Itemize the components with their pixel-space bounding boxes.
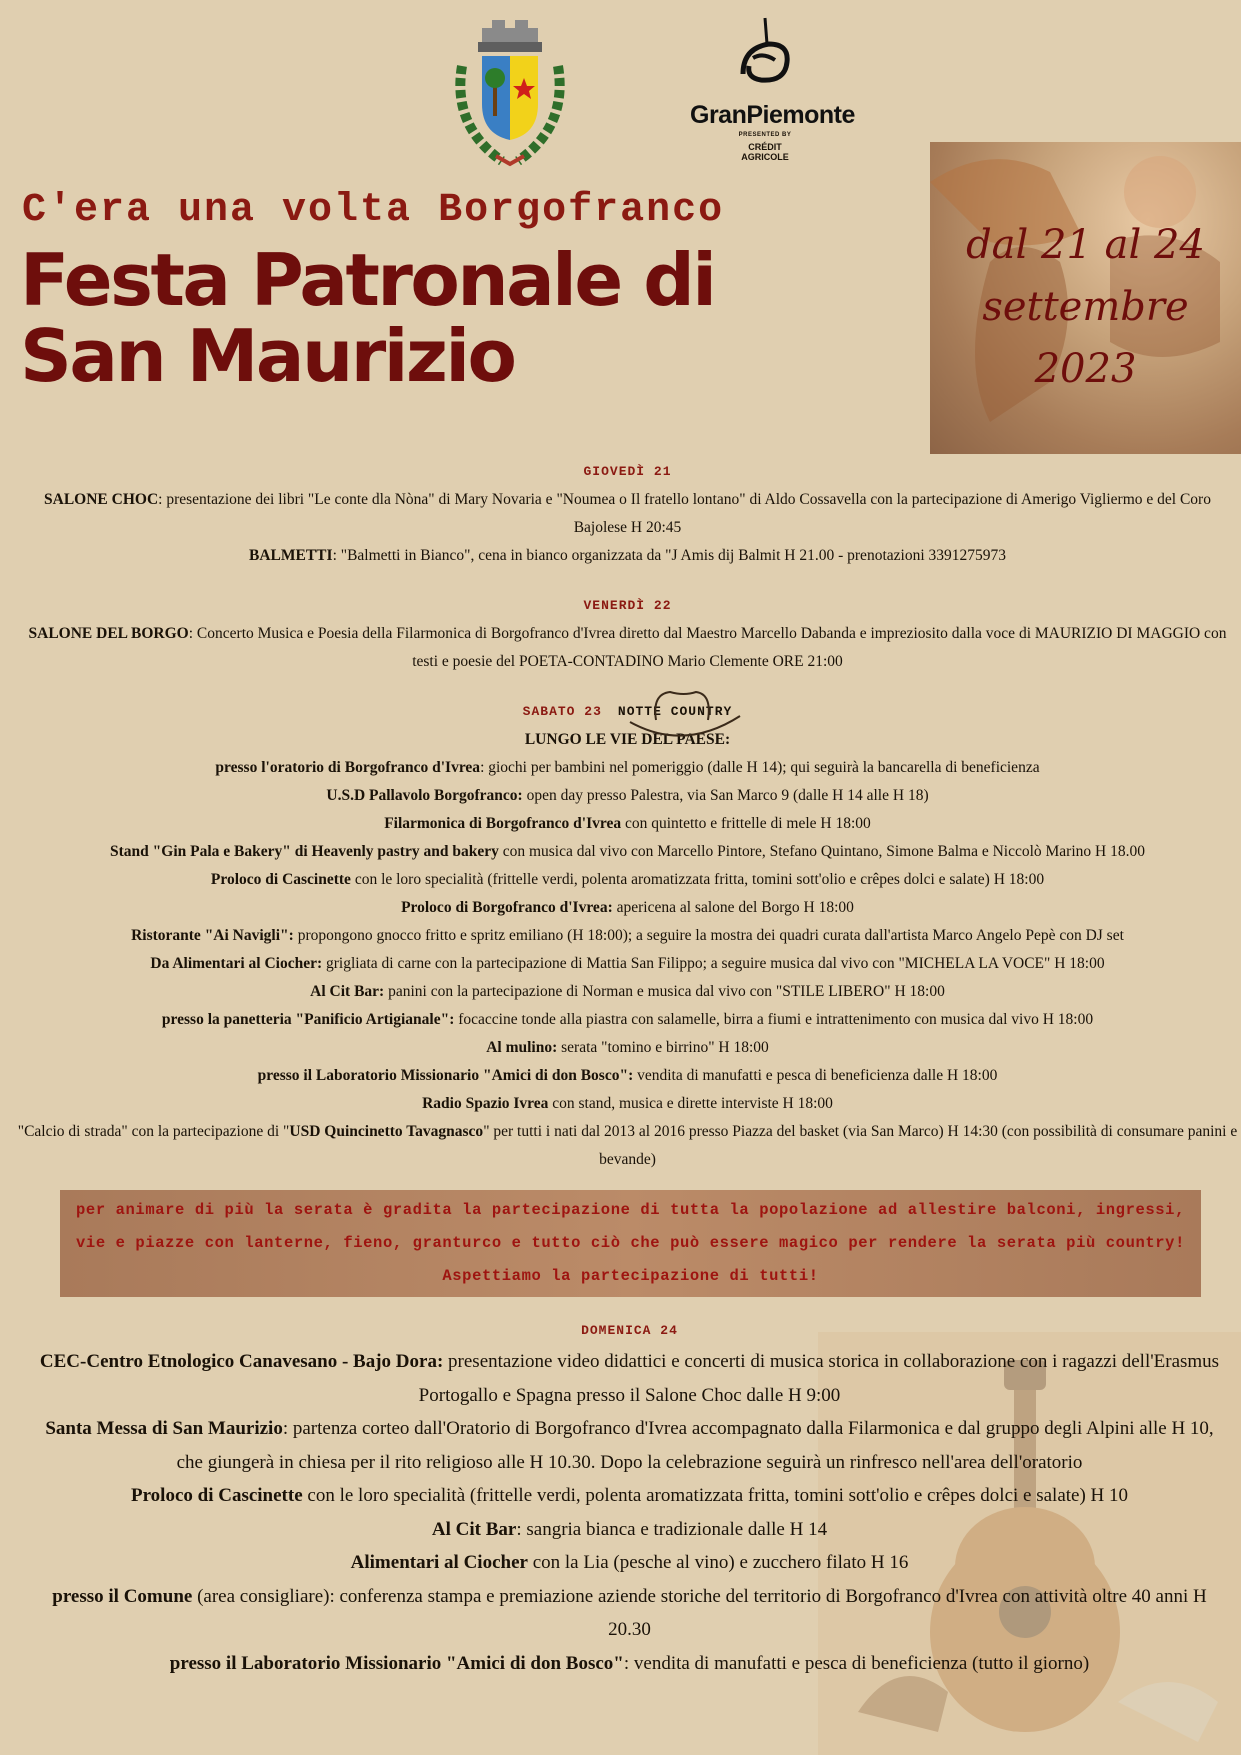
granpiemonte-emblem-icon [725,14,805,94]
programme [14,458,1241,1680]
event-details: con stand, musica e dirette interviste H 18:00 [548,1095,833,1112]
cowboy-hat-icon [626,688,744,740]
event-details: propongono gnocco fritto e spritz emiliano (H 18:00); a seguire la mostra dei quadri curata dall'artista Marco Angelo Pepè con DJ set [293,927,1124,944]
event-details: focaccine tonde alla piastra con salamelle, birra a fiumi e intrattenimento con musica dal vivo H 18:00 [454,1011,1094,1028]
event-venue: Ristorante "Ai Navigli": [131,927,294,944]
event-details: : "Balmetti in Bianco", cena in bianco organizzata da "J Amis dij Balmit H 21.00 - prenotazioni 3391275973 [332,547,1006,564]
saturday-heading-row [14,698,1241,726]
event-details: presentazione video didattici e concerti di musica storica in collaborazione con i ragazzi dell'Erasmus Portogallo e Spagna presso il Salone Choc dalle H 9:00 [418,1351,1220,1406]
event-details: : giochi per bambini nel pomeriggio (dalle H 14); qui seguirà la bancarella di beneficienza [480,759,1040,776]
date-range: dal 21 al 24 [966,222,1205,268]
event-venue: Alimentari al Ciocher [350,1552,528,1573]
event-venue: presso la panetteria "Panificio Artigianale": [161,1011,455,1028]
event-details: : vendita di manufatti e pesca di beneficienza (tutto il giorno) [623,1652,1090,1674]
event-item [30,1546,1229,1580]
day-heading: SABATO 23 [522,704,602,719]
event-venue: presso il Comune [52,1585,193,1607]
event-dates [930,214,1241,400]
event-venue: Da Alimentari al Ciocher: [150,955,323,972]
poster-title [20,238,900,398]
event-venue: presso il Laboratorio Missionario "Amici di don Bosco" [169,1652,624,1674]
date-month: settembre [982,284,1189,330]
event-item [14,838,1241,866]
country-invitation-note: per animare di più la serata è gradita la partecipazione di tutta la popolazione ad allestire balconi, ingressi, vie e piazze con lanterne, fieno, granturco e tutto ciò che può essere magico per rendere la serata più country! Aspettiamo la partecipazione di tutti! [60,1190,1201,1297]
event-venue: SALONE CHOC [44,491,159,508]
event-item [14,978,1241,1006]
event-item [30,1513,1229,1547]
event-item-calcio: "Calcio di strada" con la partecipazione di "USD Quincinetto Tavagnasco" per tutti i nati dal 2013 al 2016 presso Piazza del basket (via San Marco) H 14:30 (con possibilità di consumare panini e bevande) [17,1123,1238,1168]
event-item [14,950,1241,978]
brand-sponsor-line1: CRÉDIT [748,142,782,152]
event-details: con le loro specialità (frittelle verdi, polenta aromatizzata fritta, tomini sott'olio e crêpes dolci e salate) H 10 [302,1485,1129,1506]
event-venue: presso l'oratorio di Borgofranco d'Ivrea [215,759,481,776]
event-item [14,1006,1241,1034]
poster-subtitle: C'era una volta Borgofranco [22,188,725,233]
day-heading: VENERDÌ 22 [583,598,672,613]
date-year: 2023 [1034,346,1137,392]
brand-presented-by: PRESENTED BY [738,132,792,138]
event-item [14,542,1241,570]
event-venue: Proloco di Cascinette [130,1485,303,1506]
event-venue: SALONE DEL BORGO [28,625,189,642]
event-item [14,782,1241,810]
event-venue: BALMETTI [249,547,333,564]
event-item [14,866,1241,894]
event-details: open day presso Palestra, via San Marco 9 (dalle H 14 alle H 18) [522,787,929,804]
day-section-thursday [14,458,1241,570]
event-venue: Stand "Gin Pala e Bakery" di Heavenly pastry and bakery [110,843,499,860]
municipal-crest-icon [448,16,572,174]
event-venue: Proloco di Cascinette [210,871,351,888]
saturday-subheading: LUNGO LE VIE DEL PAESE: [524,731,731,748]
event-item [14,620,1241,676]
event-details: (area consigliare): conferenza stampa e premiazione aziende storiche del territorio di Borgofranco d'Ivrea con attività oltre 40 anni H 20.30 [192,1585,1207,1640]
day-heading: GIOVEDÌ 21 [583,464,672,479]
event-details: : sangria bianca e tradizionale dalle H 14 [516,1518,828,1540]
theme-label: NOTTE COUNTRY [617,704,733,719]
day-heading: DOMENICA 24 [581,1323,678,1338]
event-item [14,1034,1241,1062]
event-item [14,810,1241,838]
event-venue: Filarmonica di Borgofranco d'Ivrea [384,815,622,832]
event-details: serata "tomino e birrino" H 18:00 [557,1039,769,1056]
event-details: con musica dal vivo con Marcello Pintore, Stefano Quintano, Simone Balma e Niccolò Marino H 18.00 [498,843,1145,860]
event-venue: Al Cit Bar [431,1518,517,1540]
event-details: vendita di manufatti e pesca di beneficienza dalle H 18:00 [633,1067,998,1084]
event-item [30,1412,1229,1479]
event-item [30,1647,1229,1681]
event-item [14,1090,1241,1118]
event-item [14,754,1241,782]
event-venue: Proloco di Borgofranco d'Ivrea: [401,899,613,916]
brand-sponsor [690,142,840,162]
event-details: : presentazione dei libri "Le conte dla Nòna" di Mary Novaria e "Noumea o Il fratello lontano" di Aldo Cossavella con la partecipazione di Amerigo Vigliermo e del Coro Bajolese H 20:45 [158,491,1211,536]
event-item [30,1580,1229,1647]
event-item [14,486,1241,542]
granpiemonte-logo [690,14,855,174]
event-details: con le loro specialità (frittelle verdi, polenta aromatizzata fritta, tomini sott'olio e crêpes dolci e salate) H 18:00 [350,871,1045,888]
event-item [14,922,1241,950]
brand-sponsor-line2: AGRICOLE [741,152,789,162]
event-venue: USD Quincinetto Tavagnasco [289,1123,484,1140]
day-section-friday [14,592,1241,676]
event-details: : partenza corteo dall'Oratorio di Borgofranco d'Ivrea accompagnato dalla Filarmonica e dal gruppo degli Alpini alle H 10, che giungerà in chiesa per il rito religioso alle H 10.30. Dopo la celebrazione seguirà un rinfresco nell'area dell'oratorio [176,1418,1214,1473]
event-details: : Concerto Musica e Poesia della Filarmonica di Borgofranco d'Ivrea diretto dal Maestro Marcello Dabanda e impreziosito dalla voce di MAURIZIO DI MAGGIO con testi e poesie del POETA-CONTADINO Mario Clemente ORE 21:00 [188,625,1227,670]
event-item [30,1479,1229,1513]
event-item [30,1345,1229,1412]
event-item [14,894,1241,922]
event-venue: U.S.D Pallavolo Borgofranco: [326,787,523,804]
event-venue: Al mulino: [486,1039,558,1056]
event-details: apericena al salone del Borgo H 18:00 [612,899,854,916]
event-venue: CEC-Centro Etnologico Canavesano - Bajo Dora: [39,1351,444,1372]
event-details: grigliata di carne con la partecipazione di Mattia San Filippo; a seguire musica dal vivo con "MICHELA LA VOCE" H 18:00 [322,955,1105,972]
event-venue: Al Cit Bar: [310,983,385,1000]
event-details: panini con la partecipazione di Norman e musica dal vivo con "STILE LIBERO" H 18:00 [384,983,945,1000]
event-venue: Radio Spazio Ivrea [422,1095,549,1112]
event-venue: Santa Messa di San Maurizio [45,1418,283,1439]
title-line-2: San Maurizio [20,314,515,398]
brand-name: GranPiemonte [690,101,855,129]
event-item [14,1062,1241,1090]
event-details: con quintetto e frittelle di mele H 18:00 [621,815,871,832]
date-painting-box [930,142,1241,454]
day-section-sunday [14,1317,1241,1680]
day-section-saturday [14,698,1241,1297]
title-line-1: Festa Patronale di [20,238,715,322]
event-venue: presso il Laboratorio Missionario "Amici di don Bosco": [257,1067,634,1084]
event-details: con la Lia (pesche al vino) e zucchero filato H 16 [527,1552,909,1573]
